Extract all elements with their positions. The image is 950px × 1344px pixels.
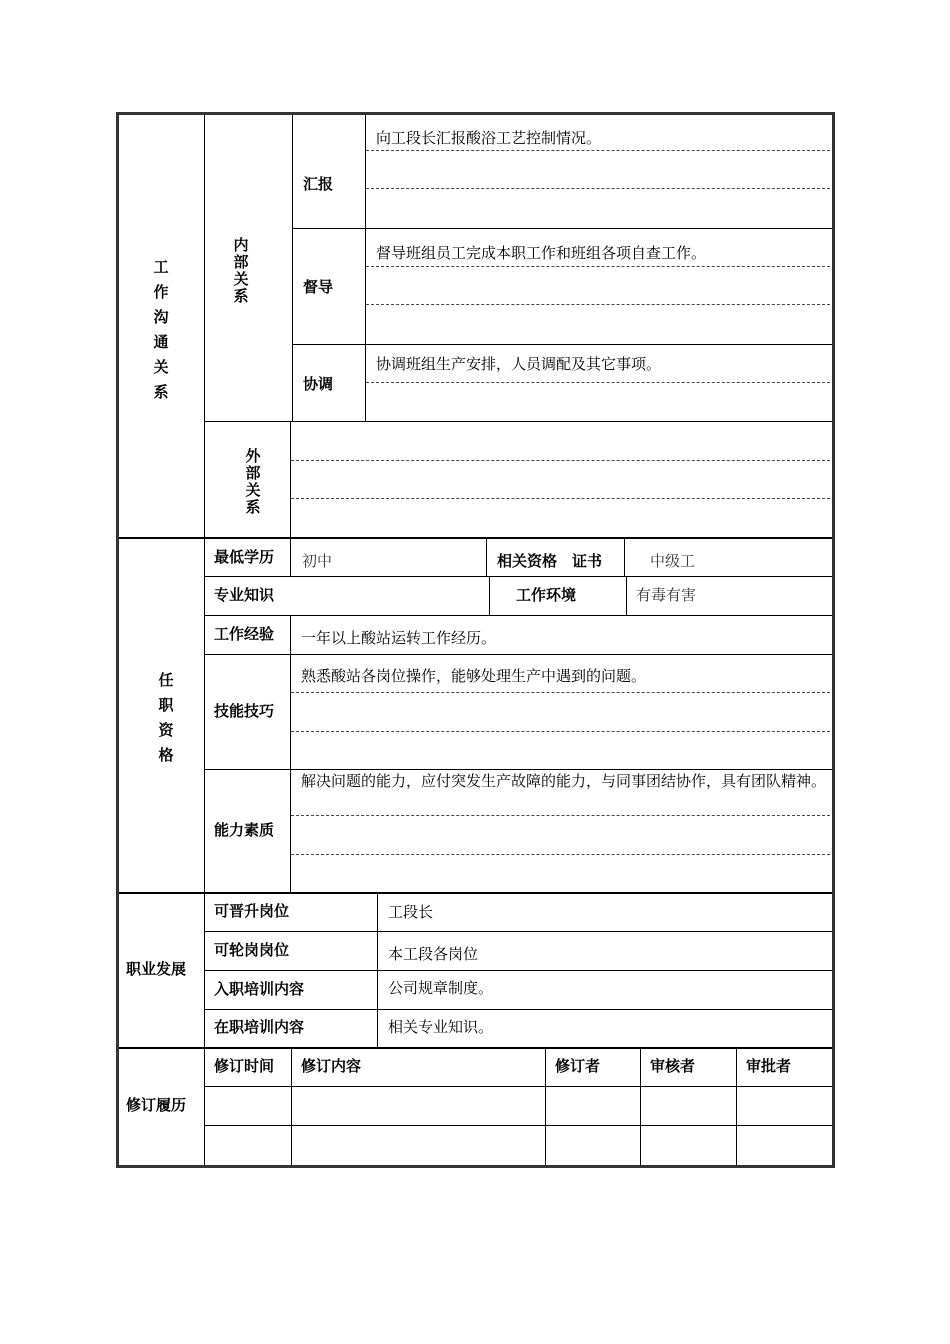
onboarding-label: 入职培训内容 bbox=[214, 980, 305, 998]
coordinate-label: 协调 bbox=[303, 375, 334, 393]
grid-line bbox=[204, 970, 832, 971]
grid-line bbox=[204, 1009, 832, 1010]
revision-section-label: 修订履历 bbox=[126, 1096, 187, 1114]
promotion-value: 工段长 bbox=[388, 903, 434, 921]
dashed-line bbox=[291, 815, 830, 816]
min-education-label: 最低学历 bbox=[214, 548, 275, 566]
dashed-line bbox=[291, 731, 830, 732]
dashed-line bbox=[366, 188, 830, 189]
grid-line bbox=[545, 1048, 546, 1165]
grid-line bbox=[204, 115, 205, 1165]
section-divider bbox=[119, 892, 832, 894]
grid-line bbox=[626, 576, 627, 615]
grid-line bbox=[204, 654, 832, 655]
grid-line bbox=[624, 539, 625, 577]
grid-line bbox=[489, 576, 490, 615]
grid-line bbox=[292, 115, 293, 422]
revision-header-content: 修订内容 bbox=[301, 1057, 362, 1075]
dashed-line bbox=[291, 854, 830, 855]
min-education-value: 初中 bbox=[302, 552, 333, 570]
skills-label: 技能技巧 bbox=[214, 702, 275, 720]
internal-relations-label: 内部关系 bbox=[233, 236, 249, 305]
environment-value: 有毒有害 bbox=[636, 586, 697, 604]
grid-line bbox=[292, 228, 832, 229]
ability-label: 能力素质 bbox=[214, 821, 275, 839]
experience-value: 一年以上酸站运转工作经历。 bbox=[301, 629, 497, 647]
rotation-value: 本工段各岗位 bbox=[388, 945, 479, 963]
grid-line bbox=[291, 1048, 292, 1165]
dashed-line bbox=[291, 498, 830, 499]
dashed-line bbox=[366, 266, 830, 267]
revision-header-reviewer: 审核者 bbox=[650, 1057, 696, 1075]
section-divider bbox=[119, 537, 832, 539]
revision-header-reviser: 修订者 bbox=[555, 1057, 601, 1075]
ontraining-label: 在职培训内容 bbox=[214, 1018, 305, 1036]
coordinate-text: 协调班组生产安排，人员调配及其它事项。 bbox=[376, 355, 662, 373]
revision-header-time: 修订时间 bbox=[214, 1057, 275, 1075]
certificate-value: 中级工 bbox=[650, 552, 696, 570]
grid-line bbox=[292, 344, 832, 345]
certificate-label: 相关资格 证书 bbox=[497, 552, 603, 570]
dashed-line bbox=[291, 460, 830, 461]
promotion-label: 可晋升岗位 bbox=[214, 902, 290, 920]
experience-label: 工作经验 bbox=[214, 625, 275, 643]
report-label: 汇报 bbox=[303, 175, 334, 193]
supervise-text: 督导班组员工完成本职工作和班组各项自查工作。 bbox=[376, 244, 707, 262]
grid-line bbox=[204, 615, 832, 616]
grid-line bbox=[204, 1125, 832, 1126]
career-section-label: 职业发展 bbox=[126, 960, 187, 978]
grid-line bbox=[204, 421, 832, 422]
supervise-label: 督导 bbox=[303, 278, 334, 296]
grid-line bbox=[204, 576, 832, 577]
grid-line bbox=[290, 539, 291, 577]
knowledge-label: 专业知识 bbox=[214, 586, 275, 604]
grid-line bbox=[204, 1086, 832, 1087]
grid-line bbox=[204, 769, 832, 770]
grid-line bbox=[486, 539, 487, 577]
environment-label: 工作环境 bbox=[516, 586, 577, 604]
grid-line bbox=[736, 1048, 737, 1165]
communication-section-label: 工作沟通关系 bbox=[153, 258, 169, 401]
onboarding-value: 公司规章制度。 bbox=[388, 979, 494, 997]
report-text: 向工段长汇报酸浴工艺控制情况。 bbox=[376, 129, 602, 147]
grid-line bbox=[290, 421, 291, 537]
revision-header-approver: 审批者 bbox=[746, 1057, 792, 1075]
section-divider bbox=[119, 1047, 832, 1049]
dashed-line bbox=[366, 150, 830, 151]
grid-line bbox=[640, 1048, 641, 1165]
rotation-label: 可轮岗岗位 bbox=[214, 941, 290, 959]
ability-value: 解决问题的能力，应付突发生产故障的能力，与同事团结协作，具有团队精神。 bbox=[301, 772, 827, 790]
dashed-line bbox=[366, 382, 830, 383]
qualification-section-label: 任职资格 bbox=[158, 671, 174, 764]
skills-value: 熟悉酸站各岗位操作，能够处理生产中遇到的问题。 bbox=[301, 667, 647, 685]
external-relations-label: 外部关系 bbox=[245, 447, 261, 516]
ontraining-value: 相关专业知识。 bbox=[388, 1018, 494, 1036]
dashed-line bbox=[291, 692, 830, 693]
dashed-line bbox=[366, 304, 830, 305]
grid-line bbox=[365, 115, 366, 422]
grid-line bbox=[204, 931, 832, 932]
grid-line bbox=[290, 615, 291, 892]
